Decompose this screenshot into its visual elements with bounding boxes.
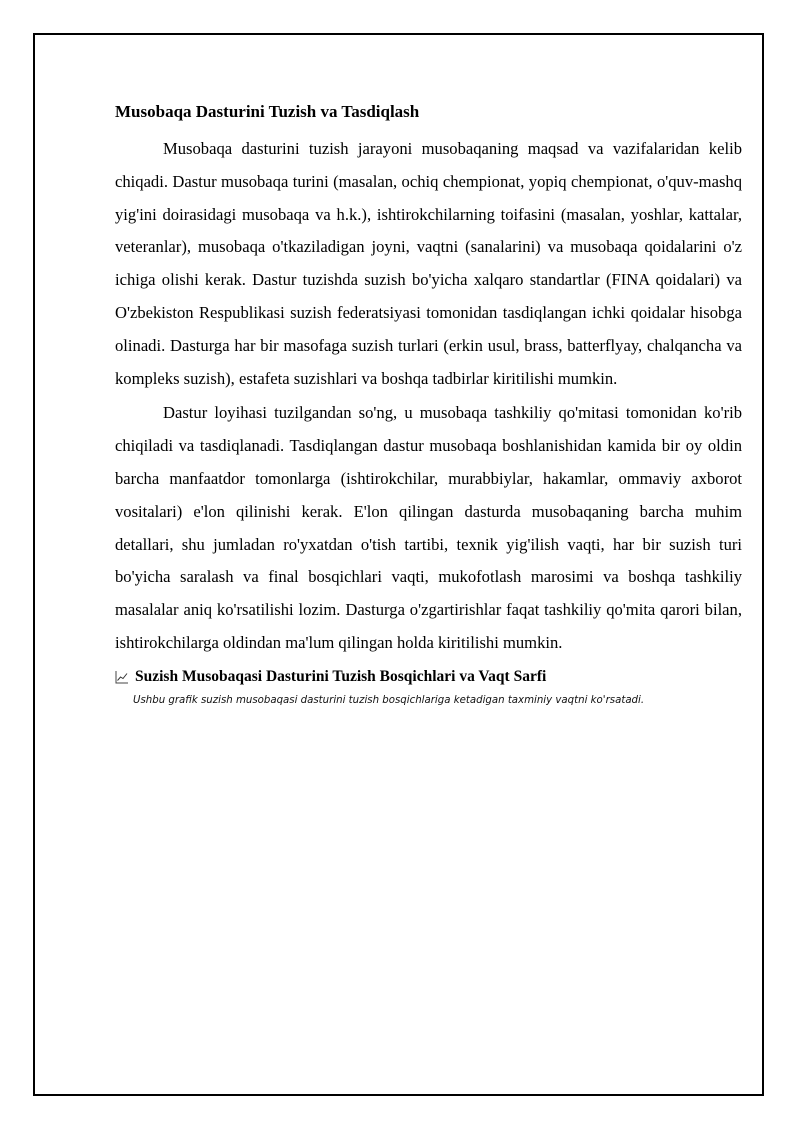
chart-title-row: [115, 667, 742, 687]
chart-title: Suzish Musobaqasi Dasturini Tuzish Bosqichlari va Vaqt Sarfi: [135, 667, 547, 685]
paragraph-2: Dastur loyihasi tuzilgandan so'ng, u musobaqa tashkiliy qo'mitasi tomonidan ko'rib chiqiladi va tasdiqlanadi. Tasdiqlangan dastur musobaqa boshlanishidan kamida bir oy oldin barcha manfaatdor tomonlarga (ishtirokchilar, murabbiylar, hakamlar, ommaviy axborot vositalari) e'lon qilinishi kerak. E'lon qilingan dasturda musobaqaning barcha muhim detallari, shu jumladan ro'yxatdan o'tish tartibi, texnik yig'ilish vaqti, har bir suzish turi bo'yicha saralash va final bosqichlari vaqti, mukofotlash marosimi va boshqa tashkiliy masalalar aniq ko'rsatilishi lozim. Dasturga o'zgartirishlar faqat tashkiliy qo'mita qarori bilan, ishtirokchilarga oldindan ma'lum qilingan holda kiritilishi mumkin.: [115, 403, 742, 652]
document-body: [115, 100, 742, 709]
chart-line-icon: [115, 670, 129, 684]
paragraph-1: Musobaqa dasturini tuzish jarayoni musobaqaning maqsad va vazifalaridan kelib chiqadi. Dastur musobaqa turini (masalan, ochiq chempionat, yopiq chempionat, o'quv-mashq yig'ini doirasidagi musobaqa va h.k.), ishtirokchilarning toifasini (masalan, yoshlar, kattalar, veteranlar), musobaqa o'tkaziladigan joyni, vaqtni (sanalarini) va musobaqa qoidalarini o'z ichiga olishi kerak. Dastur tuzishda suzish bo'yicha xalqaro standartlar (FINA qoidalari) va O'zbekiston Respublikasi suzish federatsiyasi tomonidan tasdiqlangan ichki qoidalar hisobga olinadi. Dasturga har bir masofaga suzish turlari (erkin usul, brass, batterflyay, chalqancha va kompleks suzish), estafeta suzishlari va boshqa tadbirlar kiritilishi mumkin.: [115, 139, 742, 388]
chart-caption: Ushbu grafik suzish musobaqasi dasturini tuzish bosqichlariga ketadigan taxminiy vaqtni ko'rsatadi.: [133, 694, 645, 706]
section-heading: Musobaqa Dasturini Tuzish va Tasdiqlash: [115, 102, 420, 121]
